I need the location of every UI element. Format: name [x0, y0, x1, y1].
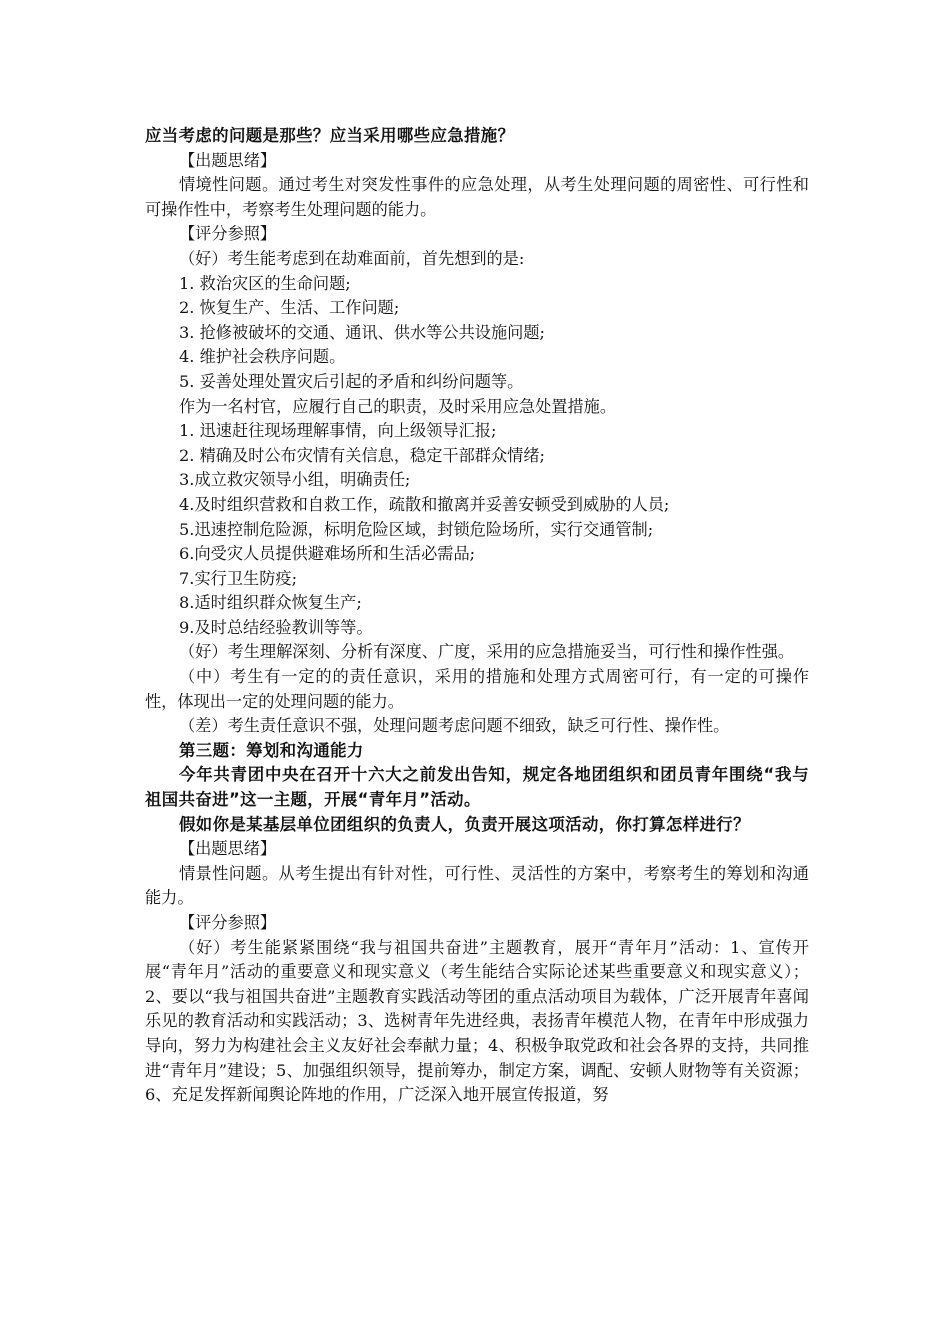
list-item: 5.迅速控制危险源，标明危险区域，封锁危险场所，实行交通管制;	[179, 519, 654, 539]
section-heading-scoring: 【评分参照】	[179, 224, 277, 244]
question-three-prompt: 假如你是某基层单位团组织的负责人，负责开展这项活动，你打算怎样进行？	[179, 814, 750, 834]
list-item: 1. 迅速赶往现场理解事情，向上级领导汇报;	[179, 421, 497, 441]
list-item: 1. 救治灾区的生命问题;	[179, 273, 351, 293]
grade-medium-paragraph: （中）考生有一定的的责任意识，采用的措施和处理方式周密可行，有一定的可操作性，体现出一定的处理问题的能力。	[145, 667, 809, 711]
list-item: 4. 维护社会秩序问题。	[179, 347, 346, 367]
list-item: 2. 精确及时公布灾情有关信息，稳定干部群众情绪;	[179, 445, 545, 465]
list-item: 3. 抢修被破坏的交通、通讯、供水等公共设施问题;	[179, 322, 545, 342]
document-page	[145, 124, 809, 1108]
question-continuation: 应当考虑的问题是那些？应当采用哪些应急措施？	[145, 126, 515, 145]
list-item: 5. 妥善处理处置灾后引起的矛盾和纠纷问题等。	[179, 371, 524, 391]
question-three-background: 今年共青团中央在召开十六大之前发出告知，规定各地团组织和团员青年围绕“我与祖国共奋进”这一主题，开展“青年月”活动。	[145, 765, 809, 810]
section-heading-intent: 【出题思绪】	[179, 150, 277, 170]
grade-good-paragraph: （好）考生理解深刻、分析有深度、广度，采用的应急措施妥当，可行性和操作性强。	[179, 642, 795, 662]
list-item: 2. 恢复生产、生活、工作问题;	[179, 298, 400, 318]
scoring-good-intro: （好）考生能考虑到在劫难面前，首先想到的是:	[179, 248, 525, 268]
scoring-good-paragraph: （好）考生能紧紧围绕“我与祖国共奋进”主题教育，展开“青年月”活动：1、宣传开展“青年月”活动的重要意义和现实意义（考生能结合实际论述某些重要意义和现实意义）；2、要以“我与祖国共奋进”主题教育实践活动等团的重点活动项目为载体，广泛开展青年喜闻乐见的教育活动和实践活动；3、选树青年先进经典，表扬青年模范人物，在青年中形成强力导向，努力为构建社会主义友好社会奉献力量；4、积极争取党政和社会各界的支持，共同推进“青年月”建设；5、加强组织领导，提前筹办，制定方案，调配、安顿人财物等有关资源；6、充足发挥新闻舆论阵地的作用，广泛深入地开展宣传报道，努	[145, 937, 809, 1105]
list-item: 9.及时总结经验教训等等。	[179, 617, 373, 637]
list-item: 4.及时组织营救和自救工作，疏散和撤离并妥善安顿受到威胁的人员;	[179, 494, 670, 514]
grade-poor-paragraph: （差）考生责任意识不强，处理问题考虑问题不细致，缺乏可行性、操作性。	[179, 716, 730, 736]
list-item: 6.向受灾人员提供避难场所和生活必需品;	[179, 544, 476, 564]
section-heading-scoring: 【评分参照】	[179, 913, 277, 932]
section-heading-intent: 【出题思绪】	[179, 839, 277, 859]
list-item: 3.成立救灾领导小组，明确责任;	[179, 470, 411, 490]
village-official-paragraph: 作为一名村官，应履行自己的职责，及时采用应急处置措施。	[179, 396, 617, 416]
intent-paragraph: 情景性问题。从考生提出有针对性，可行性、灵活性的方案中，考察考生的筹划和沟通能力。	[145, 863, 809, 908]
intent-paragraph: 情境性问题。通过考生对突发性事件的应急处理，从考生处理问题的周密性、可行性和可操作性中，考察考生处理问题的能力。	[145, 175, 809, 219]
question-three-title: 第三题：筹划和沟通能力	[179, 740, 364, 760]
list-item: 8.适时组织群众恢复生产;	[179, 593, 362, 613]
list-item: 7.实行卫生防疫;	[179, 568, 298, 588]
